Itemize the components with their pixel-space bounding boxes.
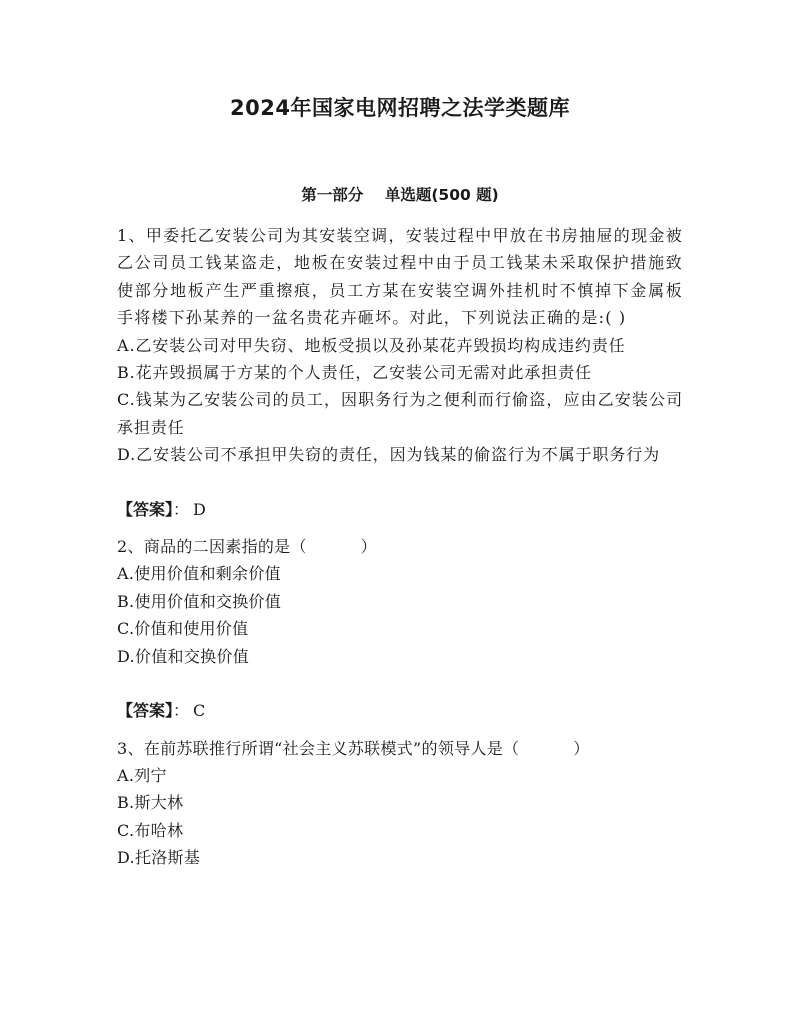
option-a: A.使用价值和剩余价值 <box>117 564 281 584</box>
answer-line <box>117 697 683 724</box>
section-heading: 第一部分 单选题(500 题) <box>301 186 499 204</box>
option-b: B.斯大林 <box>117 793 184 813</box>
question-list <box>117 222 683 872</box>
option-c: C.钱某为乙安装公司的员工，因职务行为之便利而行偷盗，应由乙安装公司承担责任 <box>117 390 683 437</box>
answer-label: 【答案】 <box>117 701 174 721</box>
question-stem: 2、商品的二因素指的是（ ） <box>117 537 377 557</box>
answer-label: 【答案】 <box>117 499 174 519</box>
option-a: A.乙安装公司对甲失窃、地板受损以及孙某花卉毁损均构成违约责任 <box>117 335 626 355</box>
question-1 <box>117 222 683 523</box>
document-title: 2024年国家电网招聘之法学类题库 <box>230 96 570 120</box>
question-stem: 3、在前苏联推行所谓“社会主义苏联模式”的领导人是（ ） <box>117 738 590 758</box>
option-c: C.布哈林 <box>117 820 184 840</box>
option-b: B.使用价值和交换价值 <box>117 591 282 611</box>
question-2 <box>117 533 683 724</box>
answer-value: C <box>193 701 206 721</box>
answer-line <box>117 496 683 523</box>
answer-value: D <box>193 499 206 519</box>
option-b: B.花卉毁损属于方某的个人责任，乙安装公司无需对此承担责任 <box>117 363 592 383</box>
answer-separator: ： <box>173 701 190 721</box>
option-d: D.托洛斯基 <box>117 848 201 868</box>
option-d: D.乙安装公司不承担甲失窃的责任，因为钱某的偷盗行为不属于职务行为 <box>117 445 661 465</box>
answer-separator: ： <box>173 499 190 519</box>
question-3 <box>117 735 683 872</box>
option-d: D.价值和交换价值 <box>117 646 250 666</box>
option-c: C.价值和使用价值 <box>117 619 249 639</box>
question-stem: 1、甲委托乙安装公司为其安装空调，安装过程中甲放在书房抽屉的现金被乙公司员工钱某盗走，地板在安装过程中由于员工钱某未采取保护措施致使部分地板产生严重擦痕，员工方某在安装空调外挂机时不慎掉下金属板手将楼下孙某养的一盆名贵花卉砸坏。对此，下列说法正确的是:( ) <box>117 226 683 328</box>
option-a: A.列宁 <box>117 765 167 785</box>
